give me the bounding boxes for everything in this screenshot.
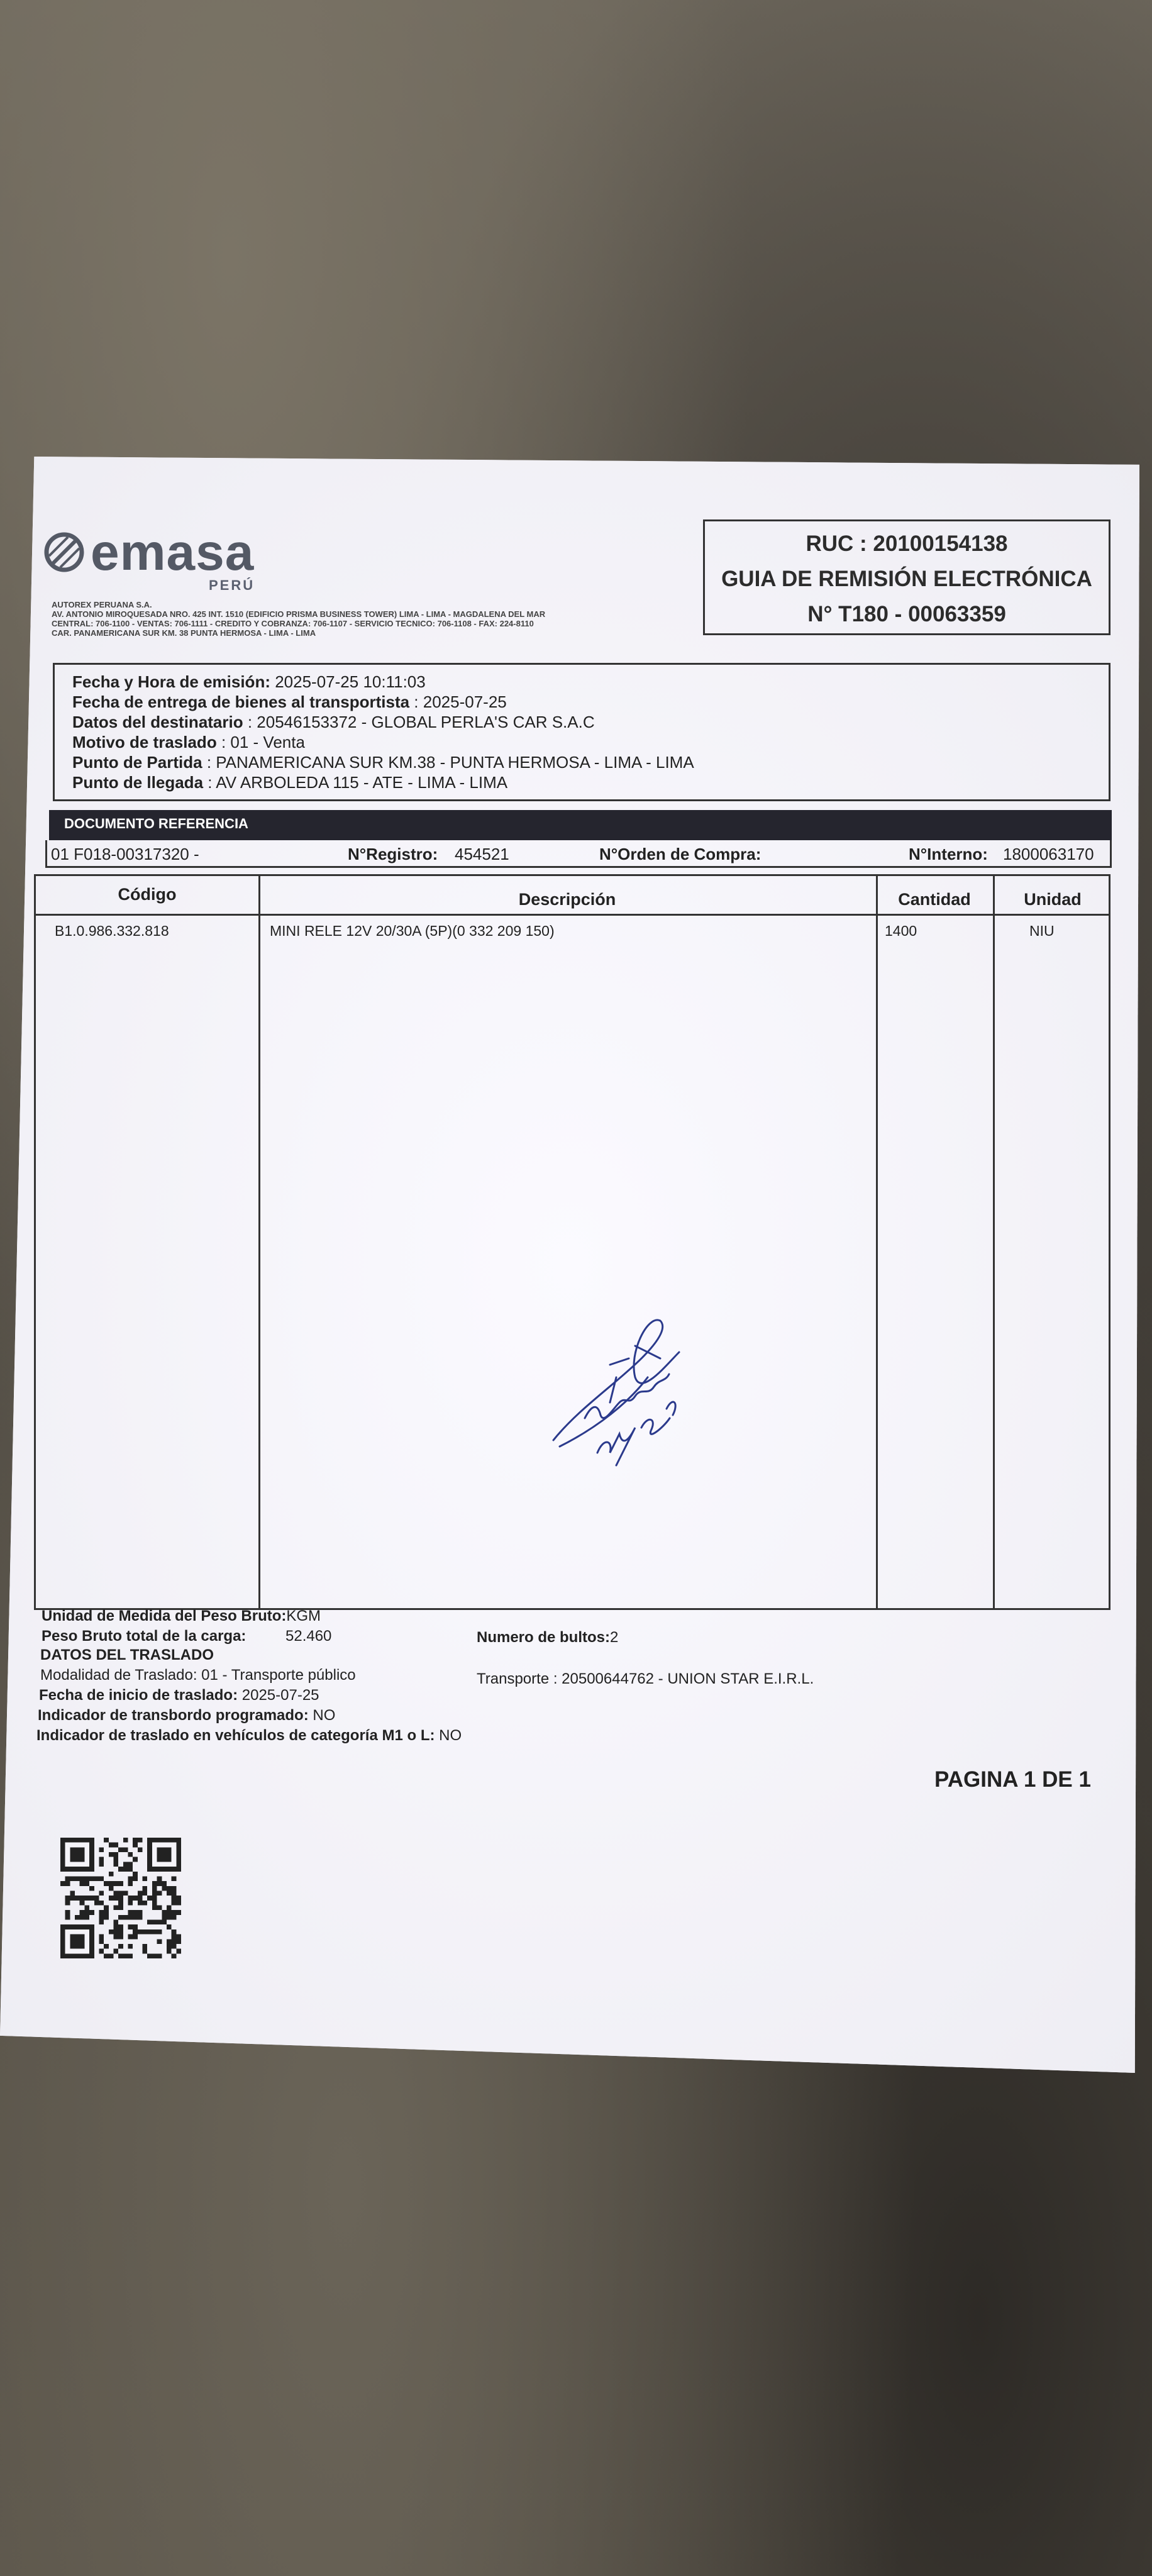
header-cantidad: Cantidad xyxy=(898,890,971,909)
handwritten-signature xyxy=(541,1283,704,1484)
internal-number-value: 1800063170 xyxy=(1003,845,1094,863)
transshipment-row xyxy=(38,1707,335,1724)
internal-number-label: N°Interno: xyxy=(909,845,988,863)
start-date-value: 2025-07-25 xyxy=(241,1687,319,1704)
company-line: AUTOREX PERUANA S.A. xyxy=(52,600,152,609)
reference-number: 01 F018-00317320 - xyxy=(51,845,199,863)
document-number: N° T180 - 00063359 xyxy=(807,602,1006,626)
table-header-divider xyxy=(36,914,1109,916)
origin-row xyxy=(72,753,694,772)
gross-weight-row xyxy=(42,1628,246,1645)
page-indicator: PAGINA 1 DE 1 xyxy=(934,1767,1091,1792)
reason-label: Motivo de traslado xyxy=(72,733,217,752)
start-date-row xyxy=(39,1687,319,1704)
issue-date-row xyxy=(72,672,426,692)
header-unidad: Unidad xyxy=(1024,890,1082,909)
weight-unit-value: KGM xyxy=(286,1607,321,1624)
header-descripcion: Descripción xyxy=(518,890,616,909)
destination-value: : AV ARBOLEDA 115 - ATE - LIMA - LIMA xyxy=(208,773,508,792)
m1-vehicle-value: NO xyxy=(439,1727,462,1744)
transshipment-value: NO xyxy=(313,1707,336,1724)
issue-date-value: 2025-07-25 10:11:03 xyxy=(275,672,426,691)
items-table xyxy=(34,874,1110,1610)
transfer-data-title: DATOS DEL TRASLADO xyxy=(40,1646,214,1663)
delivery-date-row xyxy=(72,692,507,712)
start-date-label: Fecha de inicio de traslado: xyxy=(39,1687,238,1704)
cell-codigo: B1.0.986.332.818 xyxy=(55,923,169,939)
purchase-order-label: N°Orden de Compra: xyxy=(599,845,762,863)
company-info xyxy=(52,600,630,638)
document-title: GUIA DE REMISIÓN ELECTRÓNICA xyxy=(721,567,1092,591)
ruc-box xyxy=(703,519,1110,635)
column-divider xyxy=(876,876,878,1608)
column-divider xyxy=(258,876,260,1608)
transfer-mode: Modalidad de Traslado: 01 - Transporte público xyxy=(40,1667,356,1684)
destination-label: Punto de llegada xyxy=(72,773,204,792)
recipient-value: : 20546153372 - GLOBAL PERLA'S CAR S.A.C xyxy=(247,713,595,731)
header-codigo: Código xyxy=(118,885,177,904)
logo-subtitle: PERÚ xyxy=(209,577,255,593)
weight-unit-label: Unidad de Medida del Peso Bruto: xyxy=(42,1607,287,1624)
recipient-row xyxy=(72,713,595,732)
reason-row xyxy=(72,733,305,752)
column-divider xyxy=(993,876,995,1608)
gross-weight-label: Peso Bruto total de la carga: xyxy=(42,1628,246,1645)
destination-row xyxy=(72,773,507,792)
recipient-label: Datos del destinatario xyxy=(72,713,243,731)
company-line: AV. ANTONIO MIROQUESADA NRO. 425 INT. 1510 (EDIFICIO PRISMA BUSINESS TOWER) LIMA - LIMA - MAGDALENA DEL MAR xyxy=(52,609,546,619)
origin-label: Punto de Partida xyxy=(72,753,202,772)
company-line: CENTRAL: 706-1100 - VENTAS: 706-1111 - CREDITO Y COBRANZA: 706-1107 - SERVICIO TECNICO: 706-1108 - FAX: 224-8110 xyxy=(52,619,534,628)
packages-value: 2 xyxy=(610,1629,619,1646)
delivery-date-label: Fecha de entrega de bienes al transportista xyxy=(72,692,410,711)
cell-descripcion: MINI RELE 12V 20/30A (5P)(0 332 209 150) xyxy=(270,923,555,939)
registro-label: N°Registro: xyxy=(348,845,438,863)
reason-value: : 01 - Venta xyxy=(221,733,305,752)
emasa-logo xyxy=(44,525,270,594)
registro-value: 454521 xyxy=(455,845,509,863)
emasa-logo-icon xyxy=(44,532,84,572)
gross-weight-value: 52.460 xyxy=(285,1628,332,1645)
origin-value: : PANAMERICANA SUR KM.38 - PUNTA HERMOSA - LIMA - LIMA xyxy=(206,753,694,772)
cell-unidad: NIU xyxy=(1029,923,1055,939)
document-reference-header: DOCUMENTO REFERENCIA xyxy=(49,810,1112,840)
ruc-number: RUC : 20100154138 xyxy=(806,531,1008,556)
m1-vehicle-row xyxy=(36,1727,462,1745)
packages-label: Numero de bultos: xyxy=(477,1629,611,1646)
logo-text: emasa xyxy=(91,524,255,581)
weight-unit-row xyxy=(42,1607,321,1625)
shipment-info-box xyxy=(53,663,1110,801)
qr-code-icon xyxy=(60,1838,181,1958)
transshipment-label: Indicador de transbordo programado: xyxy=(38,1707,309,1724)
delivery-date-value: : 2025-07-25 xyxy=(414,692,507,711)
cell-cantidad: 1400 xyxy=(885,923,917,939)
company-line: CAR. PANAMERICANA SUR KM. 38 PUNTA HERMOSA - LIMA - LIMA xyxy=(52,628,316,638)
carrier: Transporte : 20500644762 - UNION STAR E.I.R.L. xyxy=(477,1670,814,1687)
m1-vehicle-label: Indicador de traslado en vehículos de categoría M1 o L: xyxy=(36,1727,435,1744)
packages-row xyxy=(477,1629,618,1646)
document-reference-row xyxy=(45,840,1112,868)
issue-date-label: Fecha y Hora de emisión: xyxy=(72,672,270,691)
